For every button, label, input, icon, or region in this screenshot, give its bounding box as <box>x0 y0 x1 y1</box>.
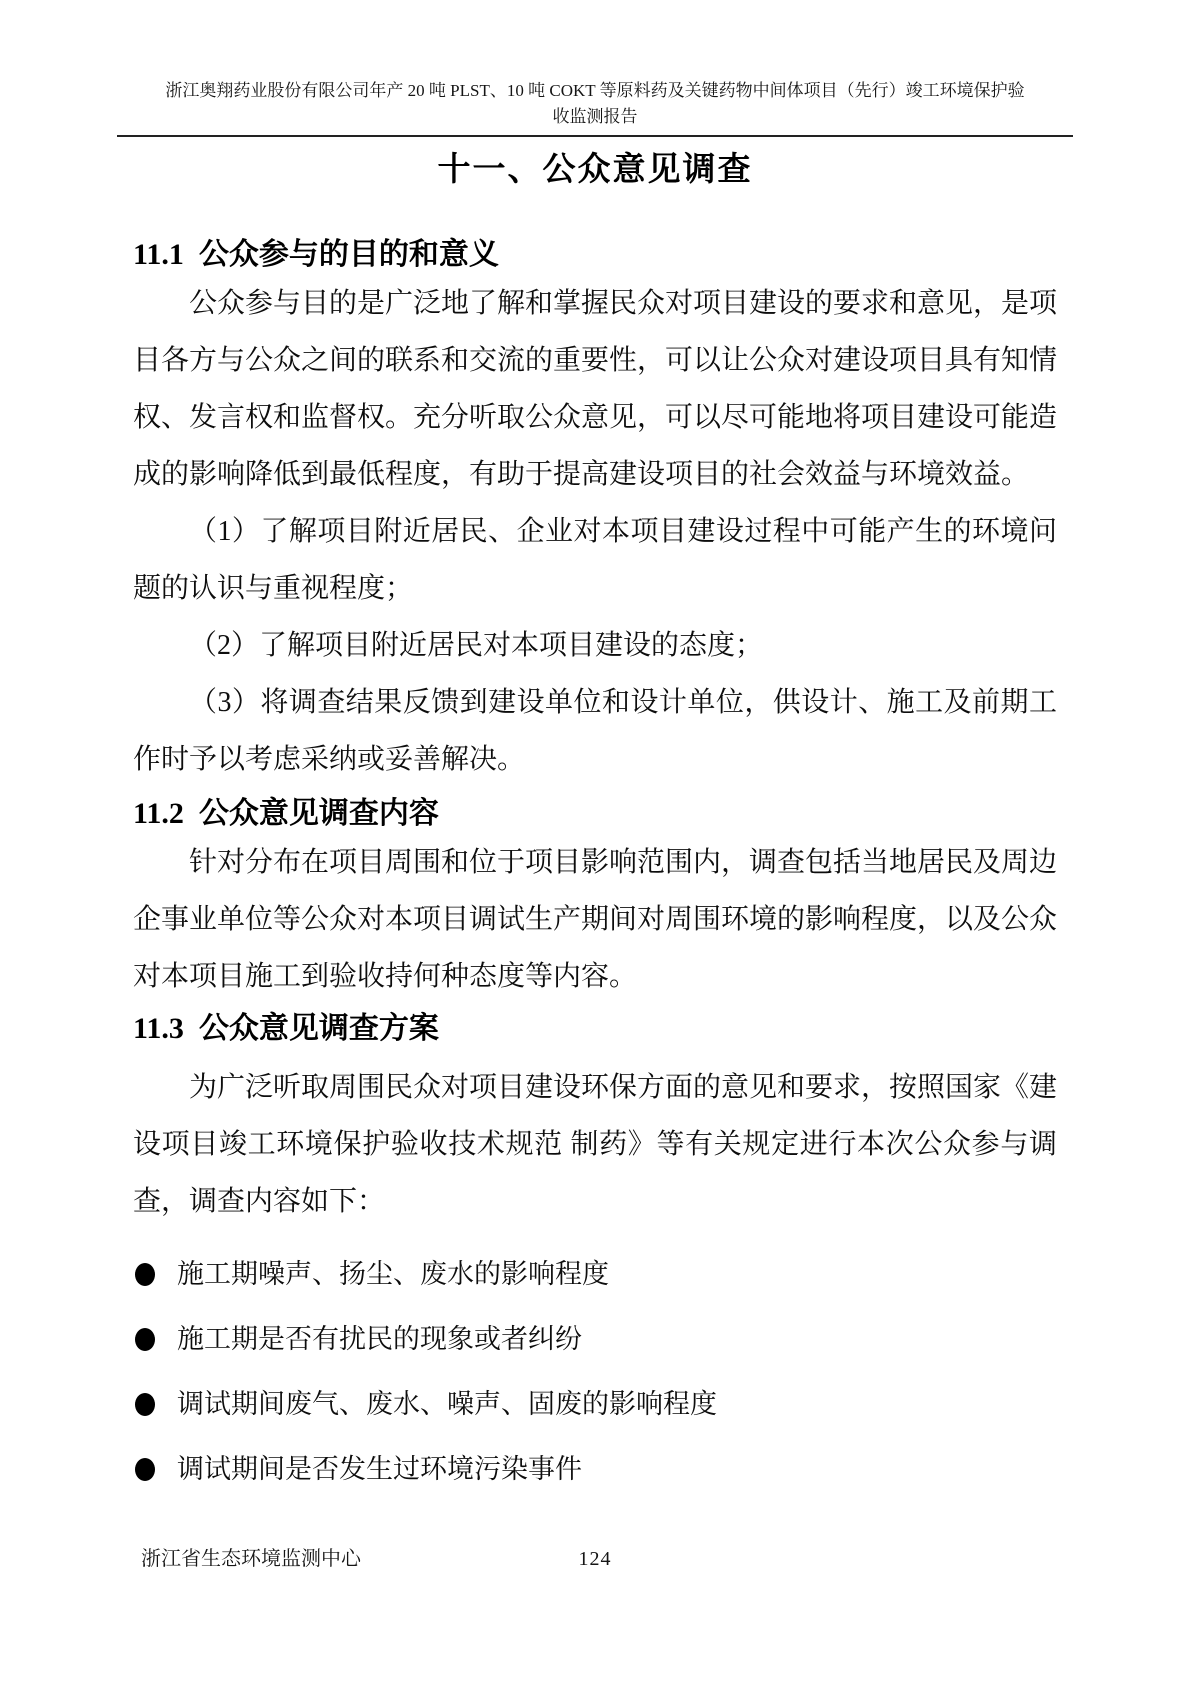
section-heading-text: 公众参与的目的和意义 <box>198 238 499 271</box>
paragraph: （2）了解项目附近居民对本项目建设的态度； <box>189 630 764 661</box>
section-number: 11.3 <box>133 1012 184 1045</box>
header-line-1: 浙江奥翔药业股份有限公司年产 20 吨 PLST、10 吨 COKT 等原料药及关键药物中间体项目（先行）竣工环境保护验 <box>165 81 1025 100</box>
paragraph: （1）了解项目附近居民、企业对本项目建设过程中可能产生的环境问题的认识与重视程度； <box>133 516 1057 604</box>
list-item <box>133 1387 1057 1421</box>
paragraph: 为广泛听取周围民众对项目建设环保方面的意见和要求，按照国家《建设项目竣工环境保护验收技术规范 制药》等有关规定进行本次公众参与调查，调查内容如下： <box>133 1072 1058 1217</box>
survey-topics-list <box>133 1257 1057 1486</box>
section-heading-text: 公众意见调查方案 <box>198 1012 439 1045</box>
bullet-icon <box>135 1393 155 1416</box>
header-divider <box>117 135 1073 137</box>
running-header <box>133 0 1057 130</box>
footer-organization: 浙江省生态环境监测中心 <box>141 1548 361 1570</box>
paragraph: 针对分布在项目周围和位于项目影响范围内，调查包括当地居民及周边企事业单位等公众对本项目调试生产期间对周围环境的影响程度，以及公众对本项目施工到验收持何种态度等内容。 <box>133 847 1058 992</box>
section-heading-11-3 <box>133 1009 1057 1049</box>
list-item-text: 施工期是否有扰民的现象或者纠纷 <box>177 1324 582 1354</box>
bullet-icon <box>135 1458 155 1481</box>
section-number: 11.2 <box>133 797 184 830</box>
section-heading-11-1 <box>133 235 1057 275</box>
paragraph: （3）将调查结果反馈到建设单位和设计单位，供设计、施工及前期工作时予以考虑采纳或妥善解决。 <box>133 687 1057 775</box>
list-item-text: 调试期间废气、废水、噪声、固废的影响程度 <box>177 1389 717 1419</box>
bullet-icon <box>135 1263 155 1286</box>
bullet-icon <box>135 1328 155 1351</box>
section-heading-text: 公众意见调查内容 <box>198 797 439 830</box>
page-footer <box>0 1546 1190 1574</box>
header-line-2: 收监测报告 <box>552 107 638 126</box>
list-item <box>133 1322 1057 1356</box>
paragraph: 公众参与目的是广泛地了解和掌握民众对项目建设的要求和意见，是项目各方与公众之间的联系和交流的重要性，可以让公众对建设项目具有知情权、发言权和监督权。充分听取公众意见，可以尽可能地将项目建设可能造成的影响降低到最低程度，有助于提高建设项目的社会效益与环境效益。 <box>133 288 1058 490</box>
chapter-title: 十一、公众意见调查 <box>437 152 753 188</box>
section-number: 11.1 <box>133 238 184 271</box>
list-item-text: 调试期间是否发生过环境污染事件 <box>177 1454 582 1484</box>
footer-page-number: 124 <box>578 1548 612 1570</box>
section-heading-11-2 <box>133 794 1057 834</box>
list-item <box>133 1452 1057 1486</box>
list-item <box>133 1257 1057 1291</box>
list-item-text: 施工期噪声、扬尘、废水的影响程度 <box>177 1259 609 1289</box>
